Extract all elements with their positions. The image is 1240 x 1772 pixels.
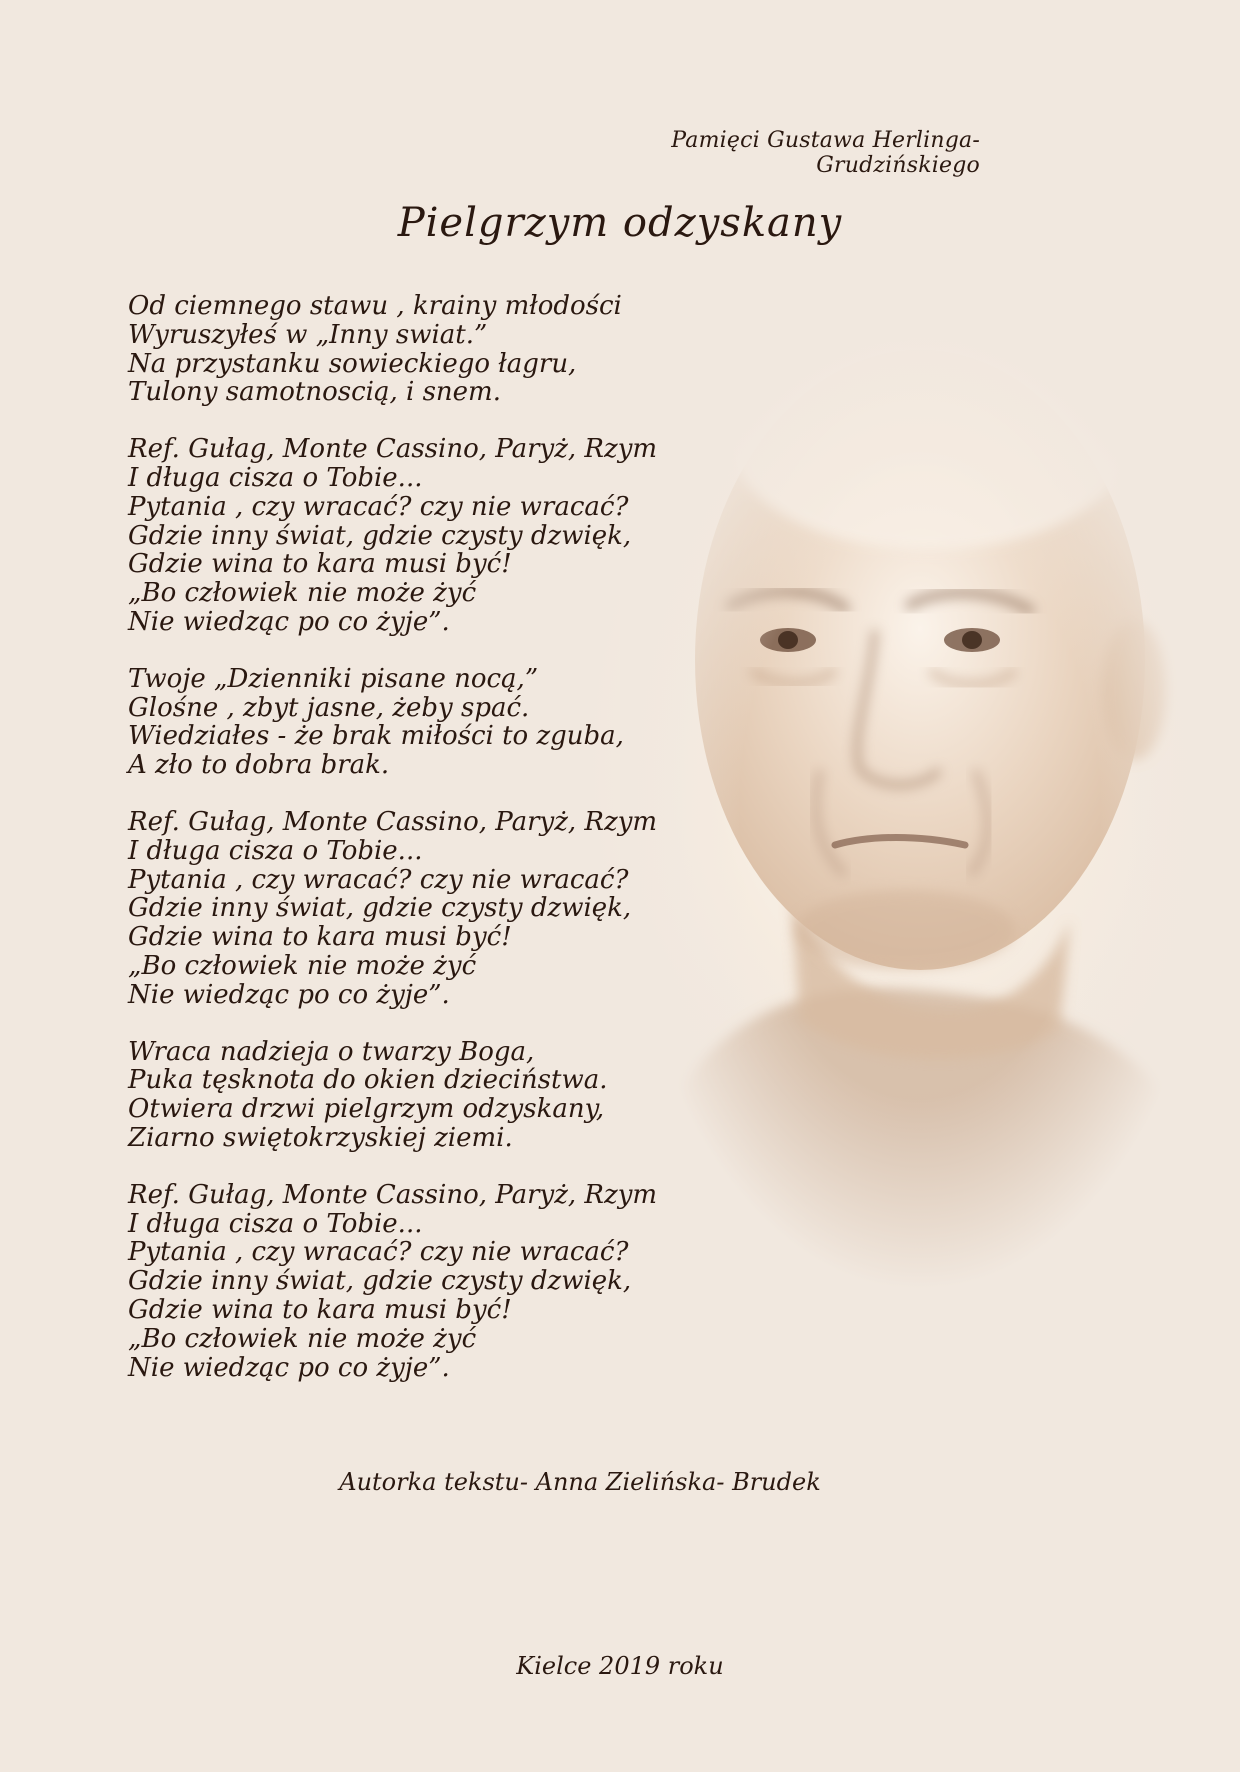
poem-line: Gdzie inny świat, gdzie czysty dzwięk, (128, 893, 632, 924)
poem-line: Ref. Gułag, Monte Cassino, Paryż, Rzym (128, 806, 658, 837)
poem-line: Ref. Gułag, Monte Cassino, Paryż, Rzym (128, 434, 658, 465)
poem-line: „Bo człowiek nie może żyć (128, 950, 477, 981)
dedication: Pamięci Gustawa Herlinga-Grudzińskiego (671, 128, 980, 178)
place-date: Kielce 2019 roku (516, 1652, 724, 1680)
refrain-2 (128, 808, 728, 1010)
poem-title: Pielgrzym odzyskany (397, 200, 843, 246)
poem-line: Gdzie inny świat, gdzie czysty dzwięk, (128, 1266, 632, 1297)
poem-line: Pytania , czy wracać? czy nie wracać? (128, 1237, 629, 1268)
poem-body (128, 292, 728, 1410)
poem-line: Gdzie wina to kara musi być! (128, 549, 512, 580)
stanza-1 (128, 292, 728, 407)
poem-line: Tulony samotnoscią, i snem. (128, 377, 501, 408)
poem-line: Ref. Gułag, Monte Cassino, Paryż, Rzym (128, 1179, 658, 1210)
poem-line: Wraca nadzieja o twarzy Boga, (128, 1036, 535, 1067)
poem-line: Nie wiedząc po co żyje”. (128, 606, 450, 637)
poem-line: Glośne , zbyt jasne, żeby spać. (128, 692, 530, 723)
author-credit: Autorka tekstu- Anna Zielińska- Brudek (339, 1468, 821, 1496)
poem-line: Nie wiedząc po co żyje”. (128, 979, 450, 1010)
poem-line: A zło to dobra brak. (128, 750, 390, 781)
poem-line: Wiedziałes - że brak miłości to zguba, (128, 721, 624, 752)
poem-line: Pytania , czy wracać? czy nie wracać? (128, 491, 629, 522)
poem-line: Ziarno swiętokrzyskiej ziemi. (128, 1122, 513, 1153)
poem-line: Gdzie wina to kara musi być! (128, 922, 512, 953)
poem-line: Twoje „Dzienniki pisane nocą,” (128, 663, 539, 694)
poem-line: „Bo człowiek nie może żyć (128, 1323, 477, 1354)
refrain-1 (128, 435, 728, 637)
poem-line: Otwiera drzwi pielgrzym odzyskany, (128, 1094, 605, 1125)
poem-line: Puka tęsknota do okien dzieciństwa. (128, 1065, 608, 1096)
poem-line: I długa cisza o Tobie... (128, 462, 423, 493)
stanza-2 (128, 665, 728, 780)
poem-line: Pytania , czy wracać? czy nie wracać? (128, 864, 629, 895)
poem-line: I długa cisza o Tobie... (128, 835, 423, 866)
poem-line: Od ciemnego stawu , krainy młodości (128, 291, 622, 321)
poem-line: Nie wiedząc po co żyje”. (128, 1352, 450, 1383)
poem-line: Na przystanku sowieckiego łagru, (128, 348, 577, 379)
poem-line: Gdzie inny świat, gdzie czysty dzwięk, (128, 520, 632, 551)
poem-line: Gdzie wina to kara musi być! (128, 1294, 512, 1325)
poem-line: I długa cisza o Tobie... (128, 1208, 423, 1239)
refrain-3 (128, 1181, 728, 1383)
stanza-3 (128, 1038, 728, 1153)
poem-line: „Bo człowiek nie może żyć (128, 578, 477, 609)
poem-line: Wyruszyłeś w „Inny swiat.” (128, 319, 488, 350)
